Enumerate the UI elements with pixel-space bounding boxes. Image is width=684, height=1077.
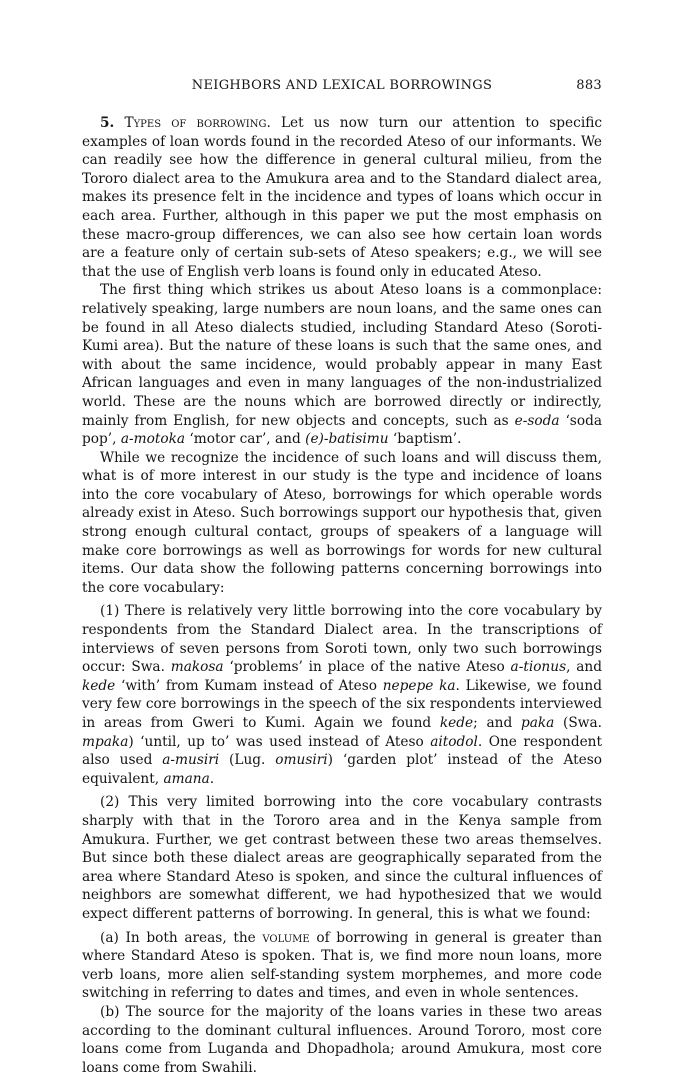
text-run: ) ‘garden plot’ instead of the Ateso equivalent, — [82, 752, 602, 787]
text-run: , and — [566, 659, 602, 676]
term: omusiri — [275, 752, 328, 769]
page — [82, 0, 602, 1077]
term: paka — [520, 715, 555, 731]
term: aitodol — [430, 733, 478, 750]
term: amana — [163, 770, 210, 787]
text-run: of borrowing in general is greater than where Standard Ateso is spoken. That is, we find more noun loans, more verb loans, more alien self-standing system morphemes, and more code switching in referring to dates and times, and even in whole sentences. — [82, 929, 603, 1002]
paragraph-point-a — [82, 929, 602, 1003]
term: mpaka — [82, 733, 129, 750]
text-run: (Swa. — [554, 715, 602, 731]
term: nepepe ka — [382, 677, 456, 694]
text-run: ; and — [473, 715, 521, 731]
text-run: . Likewise, we found very few core borrowings in the speech of the six respondents interviewed in areas from Gweri to Kumi. Again we found — [82, 677, 603, 731]
text-run: ‘baptism’. — [388, 431, 462, 448]
term: kede — [82, 677, 116, 694]
text-run: (Lug. — [219, 752, 276, 769]
section-title: Types of borrowing. — [124, 115, 271, 131]
text-run: . — [209, 770, 215, 787]
term: makosa — [170, 659, 224, 676]
paragraph-text: (b) The source for the majority of the loans varies in these two areas according to the dominant cultural influences. Around Tororo, most core loans come from Luganda and Dhopadhola; around Amukura, most core loans come from Swahili. — [82, 1003, 602, 1076]
paragraph-section-5 — [82, 114, 602, 281]
text-run: ‘problems’ in place of the native Ateso — [223, 659, 511, 676]
paragraph-core-vocabulary — [82, 449, 602, 598]
body-text — [82, 114, 602, 1077]
text-run: ) ‘until, up to’ was used instead of Ateso — [128, 733, 431, 750]
page-number: 883 — [576, 78, 602, 93]
term: (e)-batisimu — [305, 431, 389, 448]
paragraph-text: (2) This very limited borrowing into the core vocabulary contrasts sharply with that in the Tororo area and in the Kenya sample from Amukura. Further, we get contrast between these two areas themselves. But since both these dialect areas are geographically separated from the area where Standard Ateso is spoken, and since the cultural influences of neighbors are somewhat different, we had hypothesized that we would expect different patterns of borrowing. In general, this is what we found: — [82, 794, 602, 922]
text-run: (a) In both areas, the — [100, 929, 263, 946]
paragraph-text: While we recognize the incidence of such loans and will discuss them, what is of more interest in our study is the type and incidence of loans into the core vocabulary of Ateso, borrowings for which operable words already exist in Ateso. Such borrowings support our hypothesis that, given strong enough cultural contact, groups of speakers of a language will make core borrowings as well as borrowings for words for new cultural items. Our data show the following patterns concerning borrowings into the core vocabulary: — [82, 449, 602, 596]
term: a-musiri — [162, 752, 220, 769]
section-number: 5. — [100, 115, 115, 131]
emphasis: volume — [262, 929, 310, 946]
paragraph-point-2 — [82, 793, 602, 923]
paragraph-noun-loans — [82, 281, 602, 448]
text-run: The first thing which strikes us about Ateso loans is a commonplace: relatively speaking, large numbers are noun loans, and the same ones can be found in all Ateso dialects studied, including Standard Ateso (Soroti-Kumi area). But the nature of these loans is such that the same ones, and with about the same incidence, would probably appear in many East African languages and even in many languages of the non-industrialized world. These are the nouns which are borrowed directly or indirectly, mainly from English, for new objects and concepts, such as — [82, 282, 602, 429]
term: kede — [439, 715, 474, 731]
text-run: . One respondent also used — [82, 733, 602, 769]
paragraph-text: Let us now turn our attention to specific examples of loan words found in the recorded Ateso of our informants. We can readily see how the difference in general cultural milieu, from the Tororo dialect area to the Amukura area and to the Standard dialect area, makes its presence felt in the incidence and types of loans which occur in each area. Further, although in this paper we put the most emphasis on these macro-group differences, we can also see how certain loan words are a feature only of certain sub-sets of Ateso speakers; e.g., we will see that the use of English verb loans is found only in educated Ateso. — [82, 115, 602, 280]
text-run: (1) There is relatively very little borrowing into the core vocabulary by respondents from the Standard Dialect area. In the transcriptions of interviews of seven persons from Soroti town, only two such borrowings occur: Swa. — [82, 603, 602, 676]
term: a-tionus — [510, 659, 567, 676]
term: a-motoka — [120, 431, 186, 448]
running-title: NEIGHBORS AND LEXICAL BORROWINGS — [191, 78, 493, 93]
text-run: ‘motor car’, and — [185, 431, 306, 448]
paragraph-point-1 — [82, 602, 602, 788]
text-run: ‘soda pop’, — [82, 412, 602, 448]
running-header — [82, 78, 602, 102]
text-run: ‘with’ from Kumam instead of Ateso — [115, 677, 383, 694]
term: e-soda — [514, 412, 560, 429]
